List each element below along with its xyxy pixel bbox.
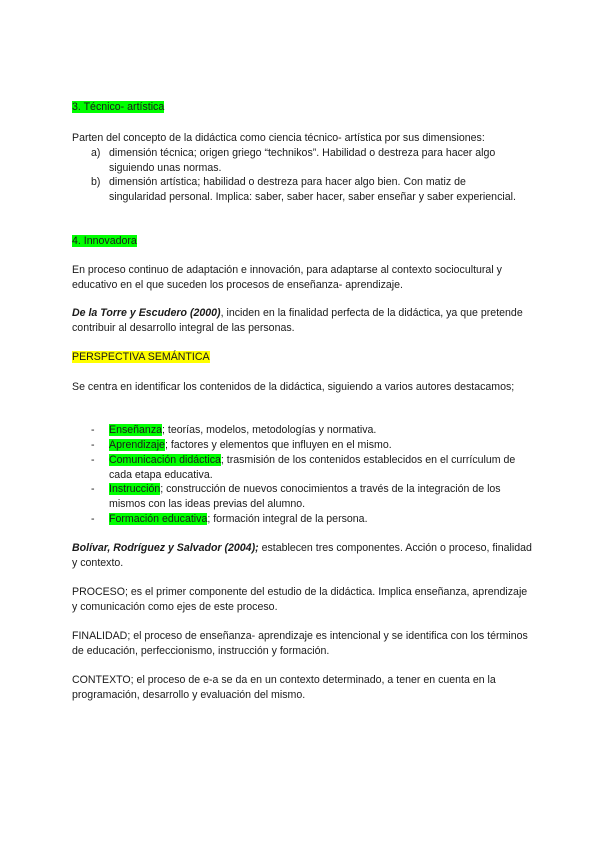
list-item-term: Formación educativa xyxy=(109,513,208,525)
list-marker: - xyxy=(91,454,95,466)
paragraph-de-la-torre xyxy=(72,306,532,335)
section-heading-text: 3. Técnico- artística xyxy=(72,101,165,113)
list-item-term: Aprendizaje xyxy=(109,439,165,451)
list-marker: a) xyxy=(91,147,101,159)
list-item-ensenanza xyxy=(91,423,531,438)
paragraph-intro-dimensiones: Parten del concepto de la didáctica como ciencia técnico- artística por sus dimensiones: xyxy=(72,132,485,144)
list-marker: - xyxy=(91,483,95,495)
section-heading-text: 4. Innovadora xyxy=(72,235,137,247)
list-item-text: ; teorías, modelos, metodologías y normativa. xyxy=(162,424,377,436)
list-item-body xyxy=(109,482,531,511)
paragraph-proceso: PROCESO; es el primer componente del estudio de la didáctica. Implica enseñanza, aprendizaje y comunicación como ejes de este proceso. xyxy=(72,586,528,613)
list-item-comunicacion-didactica xyxy=(91,453,531,483)
paragraph-finalidad: FINALIDAD; el proceso de enseñanza- aprendizaje es intencional y se identifica con los términos de educación, perfeccionismo, instrucción y formación. xyxy=(72,630,528,657)
list-item-text: ; formación integral de la persona. xyxy=(207,513,368,525)
section-heading-text: PERSPECTIVA SEMÁNTICA xyxy=(72,351,210,363)
list-marker: - xyxy=(91,439,95,451)
list-item-aprendizaje xyxy=(91,438,531,453)
paragraph-contenidos: Se centra en identificar los contenidos de la didáctica, siguiendo a varios autores destacamos; xyxy=(72,381,515,393)
list-item-body xyxy=(109,438,531,453)
paragraph-text: , inciden en la finalidad perfecta de la didáctica, ya que pretende contribuir al desarrollo integral de las personas. xyxy=(72,307,523,334)
list-item-body xyxy=(109,453,531,482)
list-item-term: Enseñanza xyxy=(109,424,163,436)
section-heading-innovadora xyxy=(72,234,532,249)
list-item-formacion-educativa xyxy=(91,512,531,527)
list-item-body xyxy=(109,512,531,527)
list-marker: b) xyxy=(91,176,101,188)
list-item-text: ; trasmisión de los contenidos establecidos en el currículum de cada etapa educativa. xyxy=(109,454,516,481)
list-item-text: dimensión artística; habilidad o destreza para hacer algo bien. Con matiz de singularidad personal. Implica: saber, saber hacer, saber enseñar y saber experiencial. xyxy=(109,176,516,203)
list-item-term: Comunicación didáctica xyxy=(109,454,221,466)
list-item-b xyxy=(91,175,519,220)
list-item-body xyxy=(109,423,531,438)
paragraph-text: establecen tres componentes. Acción o proceso, finalidad y contexto. xyxy=(72,542,532,569)
paragraph-contexto: CONTEXTO; el proceso de e-a se da en un contexto determinado, a tener en cuenta en la programación, desarrollo y evaluación del mismo. xyxy=(72,674,496,701)
list-item-text: ; factores y elementos que influyen en el mismo. xyxy=(164,439,392,451)
paragraph-innovadora: En proceso continuo de adaptación e innovación, para adaptarse al contexto sociocultural y educativo en el que suceden los procesos de enseñanza- aprendizaje. xyxy=(72,264,502,291)
list-item-instruccion xyxy=(91,482,531,512)
section-heading-tecnico-artistica xyxy=(72,100,532,115)
list-item-text: ; construcción de nuevos conocimientos a través de la integración de los mismos con las ideas previas del alumno. xyxy=(109,483,501,510)
paragraph-bolivar xyxy=(72,541,532,570)
author-citation: De la Torre y Escudero (2000) xyxy=(72,307,221,319)
list-marker: - xyxy=(91,513,95,525)
section-heading-perspectiva-semantica xyxy=(72,350,532,365)
list-marker: - xyxy=(91,424,95,436)
list-item-text: dimensión técnica; origen griego “technikos”. Habilidad o destreza para hacer algo siguiendo unas normas. xyxy=(109,147,496,174)
list-item-a xyxy=(91,146,519,176)
author-citation: Bolívar, Rodríguez y Salvador (2004); xyxy=(72,542,259,554)
list-item-term: Instrucción xyxy=(109,483,161,495)
